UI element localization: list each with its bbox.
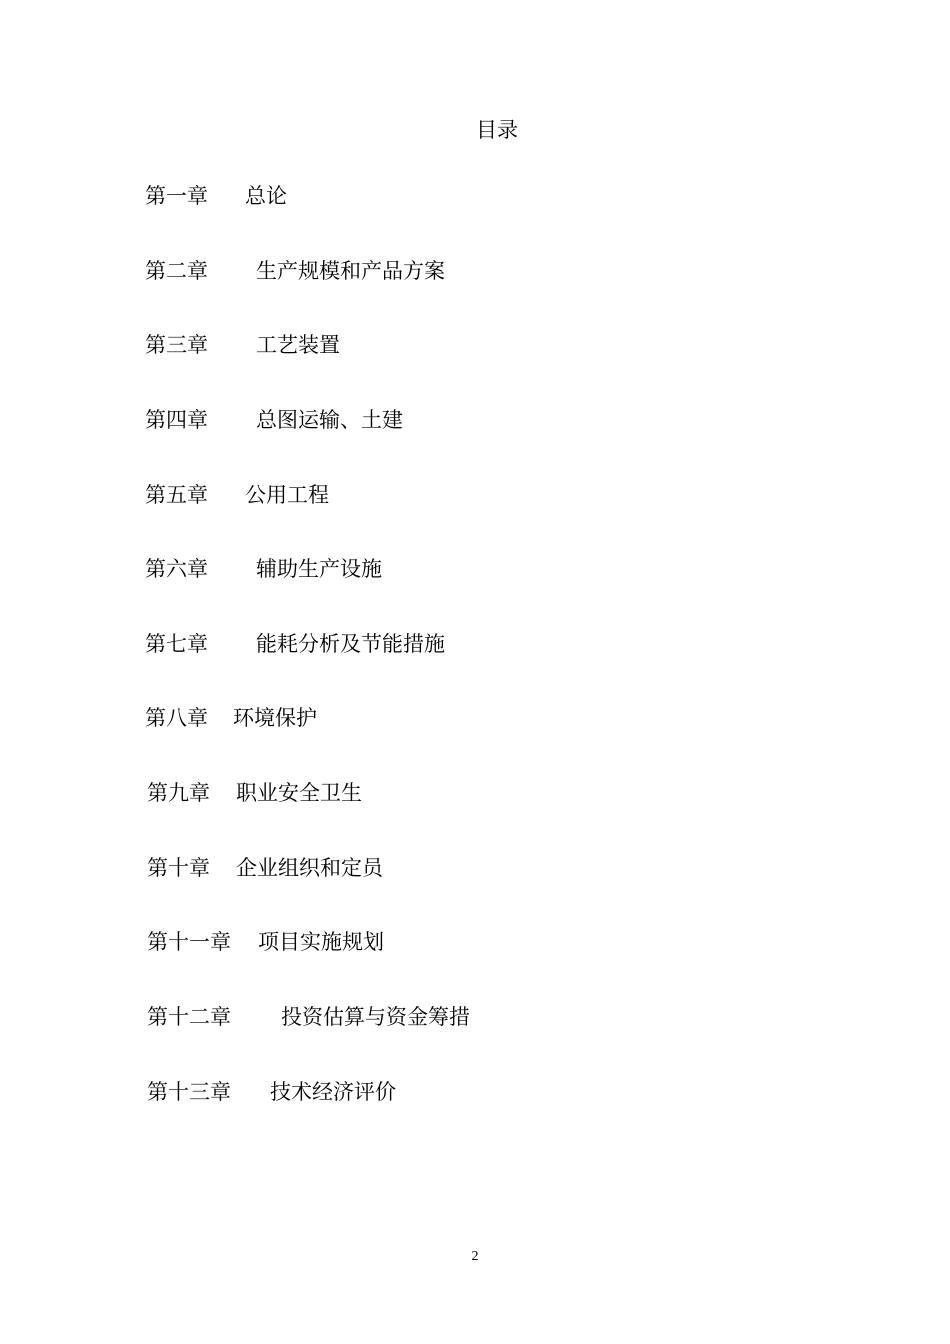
toc-chapter-heading: 总论 [245,184,287,208]
toc-chapter-heading: 技术经济评价 [270,1080,396,1104]
toc-chapter-heading: 公用工程 [245,483,329,507]
toc-chapter-number: 第十三章 [147,1080,231,1104]
toc-chapter-heading: 投资估算与资金筹措 [281,1005,470,1029]
toc-chapter-heading: 总图运输、土建 [256,408,403,432]
toc-chapter-number: 第八章 [145,706,208,730]
toc-chapter-number: 第七章 [145,632,208,656]
toc-chapter-heading: 项目实施规划 [258,930,384,954]
page-number: 2 [471,1249,479,1264]
toc-chapter-number: 第十章 [147,856,210,880]
toc-chapter-number: 第四章 [145,408,208,432]
toc-chapter-number: 第六章 [145,557,208,581]
toc-chapter-number: 第十一章 [147,930,231,954]
toc-chapter-number: 第一章 [145,184,208,208]
toc-chapter-number: 第九章 [147,781,210,805]
toc-title: 目录 [476,118,518,142]
toc-chapter-heading: 工艺装置 [256,333,340,357]
toc-chapter-number: 第二章 [145,259,208,283]
toc-chapter-heading: 生产规模和产品方案 [256,259,445,283]
toc-chapter-heading: 职业安全卫生 [236,781,362,805]
toc-chapter-number: 第三章 [145,333,208,357]
toc-chapter-number: 第十二章 [147,1005,231,1029]
toc-chapter-heading: 能耗分析及节能措施 [256,632,445,656]
toc-chapter-number: 第五章 [145,483,208,507]
toc-chapter-heading: 企业组织和定员 [236,856,383,880]
toc-chapter-heading: 环境保护 [233,706,317,730]
toc-chapter-heading: 辅助生产设施 [256,557,382,581]
